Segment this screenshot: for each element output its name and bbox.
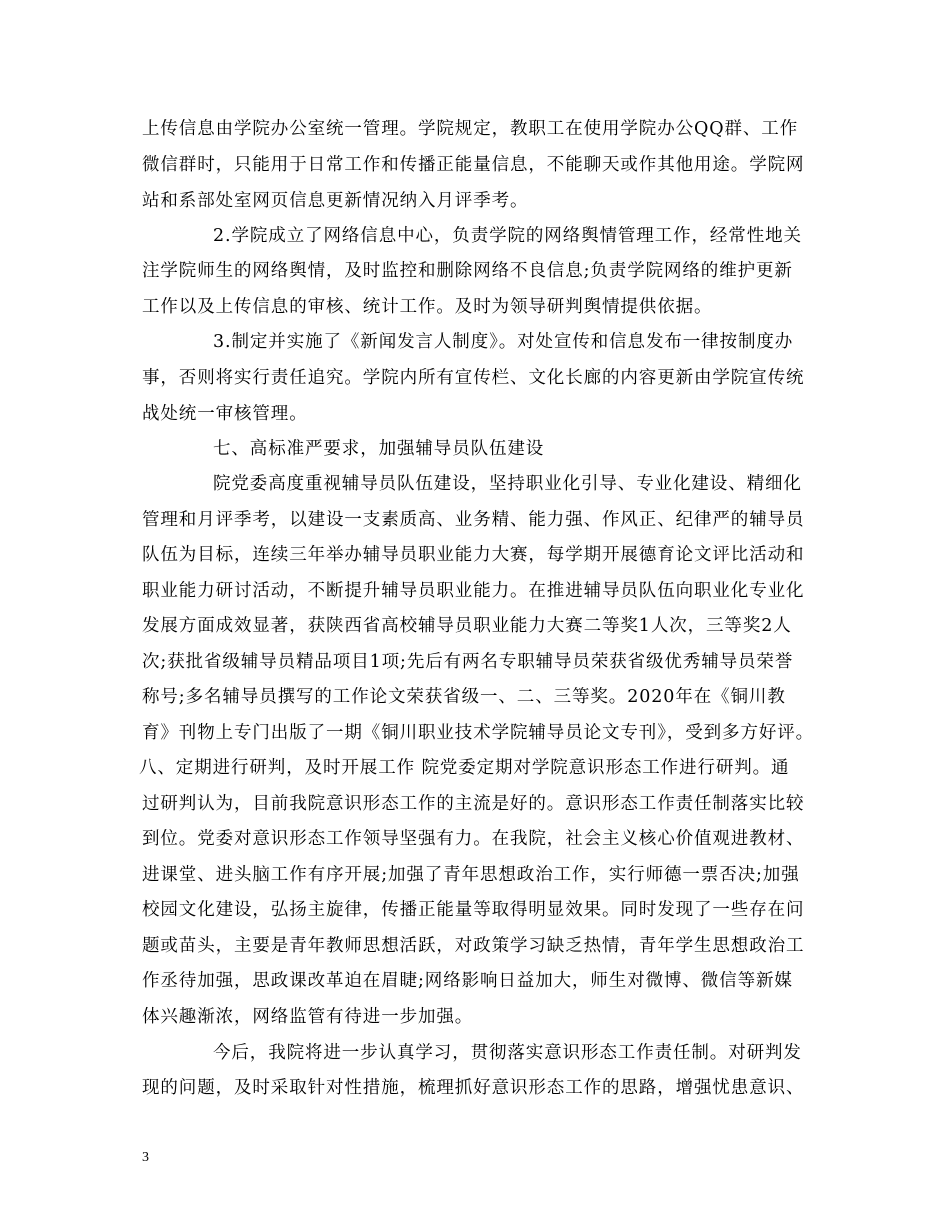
text-line: 题或苗头，主要是青年教师思想活跃，对政策学习缺乏热情，青年学生思想政治工 [142, 936, 805, 956]
text-line: 作丞待加强，思政课改革迫在眉睫;网络影响日益加大，师生对微博、微信等新媒 [142, 971, 793, 991]
text-line: 发展方面成效显著，获陕西省高校辅导员职业能力大赛二等奖1人次，三等奖2人 [142, 616, 792, 636]
text-line: 站和系部处室网页信息更新情况纳入月评季考。 [142, 191, 529, 211]
text-line: 3.制定并实施了《新闻发言人制度》。对处宣传和信息发布一律按制度办 [213, 332, 794, 352]
text-line: 管理和月评季考，以建设一支素质高、业务精、能力强、作风正、纪律严的辅导员 [142, 510, 805, 530]
text-line: 工作以及上传信息的审核、统计工作。及时为领导研判舆情提供依据。 [142, 297, 713, 317]
section-heading: 七、高标准严要求，加强辅导员队伍建设 [213, 439, 545, 459]
text-line: 注学院师生的网络舆情，及时监控和删除网络不良信息;负责学院网络的维护更新 [142, 261, 793, 281]
text-line: 今后，我院将进一步认真学习，贯彻落实意识形态工作责任制。对研判发 [213, 1043, 802, 1063]
text-line: 次;获批省级辅导员精品项目1项;先后有两名专职辅导员荣获省级优秀辅导员荣誉 [142, 652, 794, 672]
text-line: 现的问题，及时采取针对性措施，梳理抓好意识形态工作的思路，增强忧患意识、 [142, 1078, 805, 1098]
text-line: 体兴趣渐浓，网络监管有待进一步加强。 [142, 1007, 474, 1027]
text-line: 进课堂、进头脑工作有序开展;加强了青年思想政治工作，实行师德一票否决;加强 [142, 865, 800, 885]
text-line: 战处统一审核管理。 [142, 404, 308, 424]
text-line: 2.学院成立了网络信息中心，负责学院的网络舆情管理工作，经常性地关 [213, 226, 802, 246]
text-line: 过研判认为，目前我院意识形态工作的主流是好的。意识形态工作责任制落实比较 [142, 794, 805, 814]
text-line: 到位。党委对意识形态工作领导坚强有力。在我院，社会主义核心价值观进教材、 [142, 829, 805, 849]
text-line: 校园文化建设，弘扬主旋律，传播正能量等取得明显效果。同时发现了一些存在问 [142, 900, 805, 920]
text-line: 事，否则将实行责任追究。学院内所有宣传栏、文化长廊的内容更新由学院宣传统 [142, 368, 805, 388]
text-line: 微信群时，只能用于日常工作和传播正能量信息，不能聊天或作其他用途。学院网 [142, 155, 805, 175]
text-line: 职业能力研讨活动，不断提升辅导员职业能力。在推进辅导员队伍向职业化专业化 [142, 581, 805, 601]
page-number: 3 [142, 1150, 149, 1165]
text-line: 队伍为目标，连续三年举办辅导员职业能力大赛，每学期开展德育论文评比活动和 [142, 545, 805, 565]
text-line: 院党委高度重视辅导员队伍建设，坚持职业化引导、专业化建设、精细化 [213, 474, 802, 494]
text-line: 育》刊物上专门出版了一期《铜川职业技术学院辅导员论文专刊》，受到多方好评。 [142, 723, 815, 743]
text-line: 上传信息由学院办公室统一管理。学院规定，教职工在使用学院办公QQ群、工作 [142, 119, 799, 139]
text-line: 称号;多名辅导员撰写的工作论文荣获省级一、二、三等奖。2020年在《铜川教 [142, 687, 786, 707]
section-heading-inline: 八、定期进行研判，及时开展工作 院党委定期对学院意识形态工作进行研判。通 [139, 758, 790, 778]
